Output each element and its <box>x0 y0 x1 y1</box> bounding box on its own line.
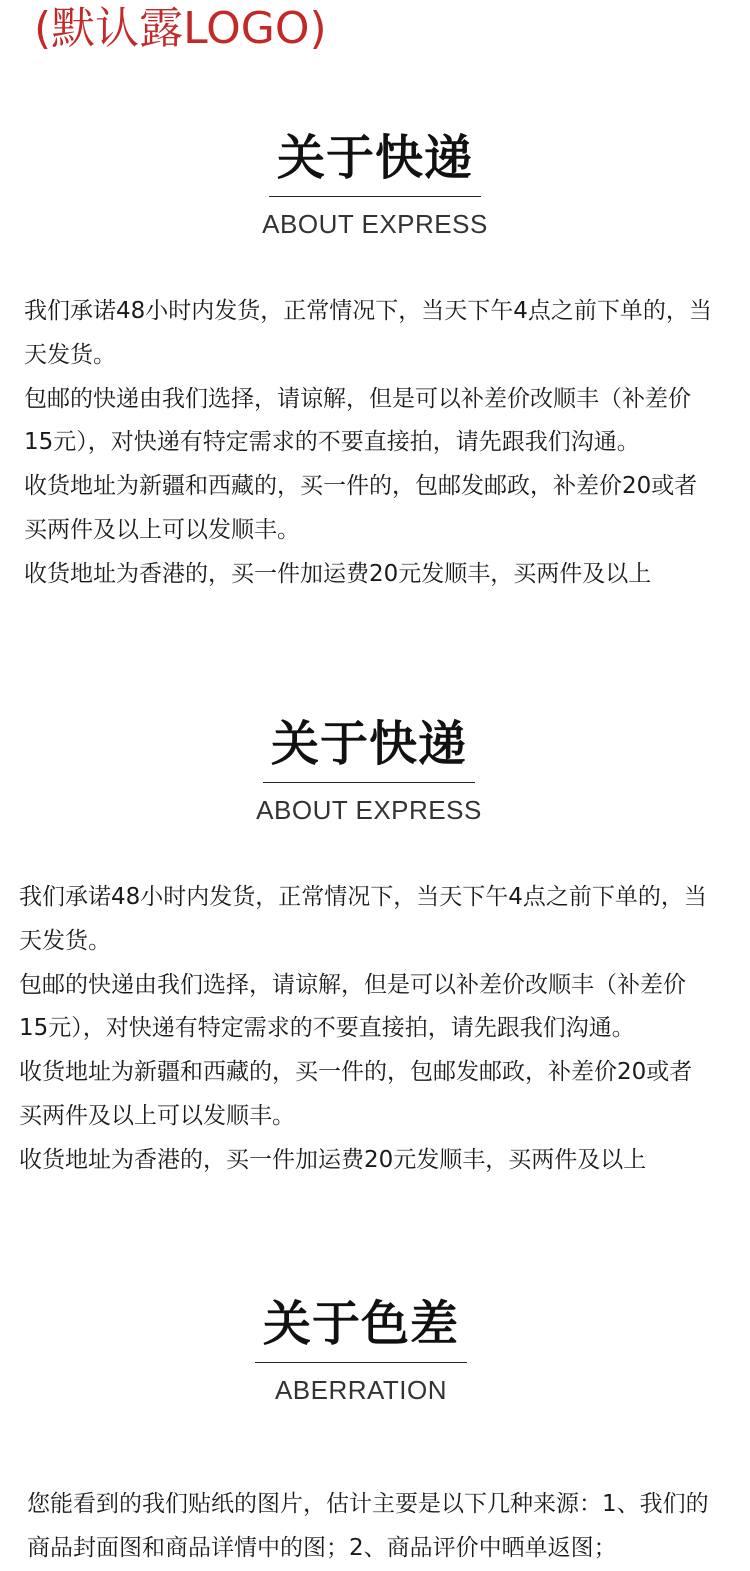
section-2-paragraph: 收货地址为香港的，买一件加运费20元发顺丰，买两件及以上 <box>19 1146 647 1173</box>
section-2-title: 关于快递 <box>263 714 475 783</box>
section-3-heading <box>0 1294 736 1407</box>
section-3-paragraph: 您能看到的我们贴纸的图片，估计主要是以下几种来源：1、我们的商品封面图和商品详情中的图；2、商品评价中晒单返图； <box>27 1491 709 1561</box>
section-3-subtitle: ABERRATION <box>274 1375 448 1405</box>
section-2-heading <box>0 714 744 827</box>
section-1-heading <box>0 128 750 241</box>
section-1-paragraph: 收货地址为香港的，买一件加运费20元发顺丰，买两件及以上 <box>24 560 652 587</box>
section-1-subtitle: ABOUT EXPRESS <box>262 209 488 239</box>
section-2-paragraph: 包邮的快递由我们选择，请谅解，但是可以补差价改顺丰（补差价15元），对快递有特定需求的不要直接拍，请先跟我们沟通。 <box>19 971 686 1042</box>
section-1-paragraph: 包邮的快递由我们选择，请谅解，但是可以补差价改顺丰（补差价15元），对快递有特定需求的不要直接拍，请先跟我们沟通。 <box>24 385 691 456</box>
section-3-title: 关于色差 <box>255 1294 467 1363</box>
section-2-body <box>19 876 709 1183</box>
section-1-body <box>24 290 714 597</box>
section-1-paragraph: 我们承诺48小时内发货，正常情况下，当天下午4点之前下单的，当天发货。 <box>24 298 712 368</box>
section-2-paragraph: 我们承诺48小时内发货，正常情况下，当天下午4点之前下单的，当天发货。 <box>19 884 707 954</box>
section-2-paragraph: 收货地址为新疆和西藏的，买一件的，包邮发邮政，补差价20或者买两件及以上可以发顺丰。 <box>19 1059 693 1129</box>
section-2-subtitle: ABOUT EXPRESS <box>256 795 482 825</box>
section-3-body <box>27 1483 723 1571</box>
section-1-paragraph: 收货地址为新疆和西藏的，买一件的，包邮发邮政，补差价20或者买两件及以上可以发顺丰。 <box>24 473 698 543</box>
default-logo-note: (默认露LOGO) <box>34 3 327 54</box>
section-1-title: 关于快递 <box>269 128 481 197</box>
